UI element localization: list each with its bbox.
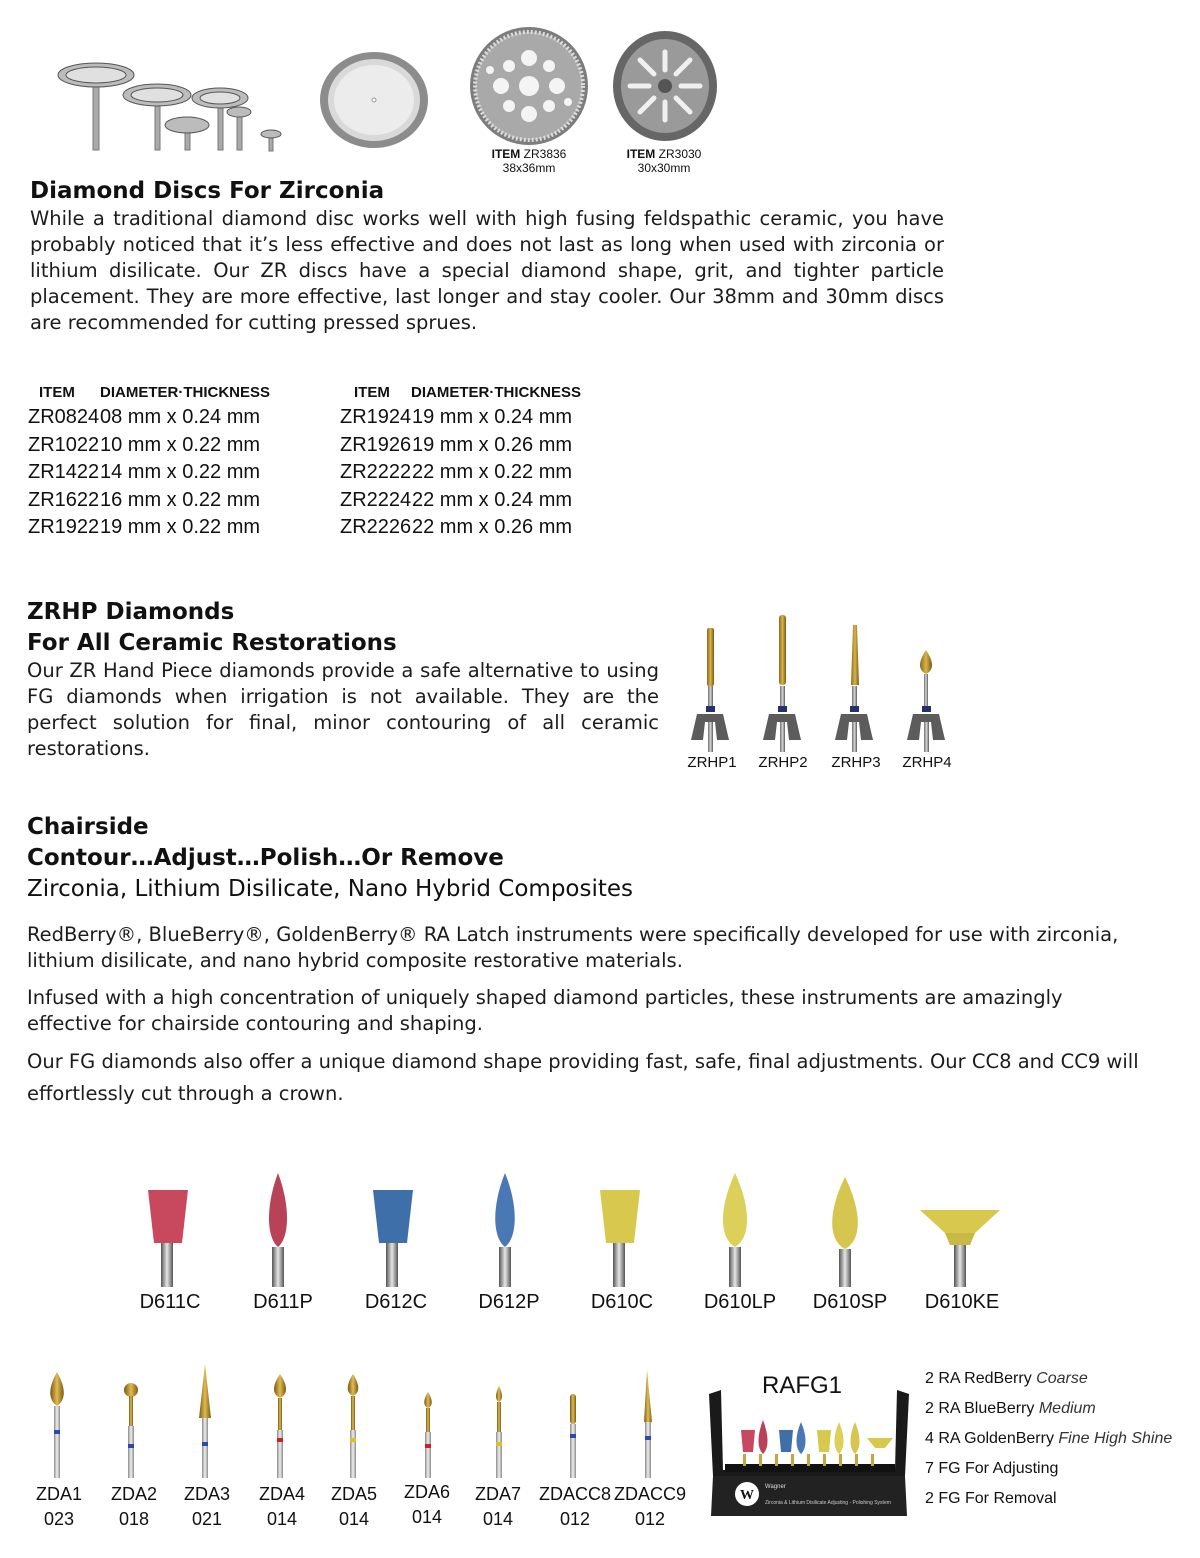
table-header xyxy=(28,384,288,406)
zrhp-label: ZRHP2 xyxy=(758,754,808,771)
table-row: ZR1022 10 mm x 0.22 mm xyxy=(28,433,261,456)
chairside-paragraph-2: Infused with a high concentration of uniquely shaped diamond particles, these instruments are amazingly effective for chairside contouring and shaping. xyxy=(27,986,1063,1035)
kit-contents-item: 2 RA BlueBerry Medium xyxy=(925,1400,1096,1417)
chairside-paragraph-1: RedBerry®, BlueBerry®, GoldenBerry® RA Latch instruments were specifically developed for use with zirconia, lithium disilicate, and nano hybrid composite restorative materials. xyxy=(27,923,1119,972)
table-header-item: ITEM xyxy=(354,384,390,401)
zrhp-paragraph: Our ZR Hand Piece diamonds provide a safe alternative to using FG diamonds when irrigation is not available. They are the perfect solution for final, minor contouring of all ceramic restorations. xyxy=(27,659,659,760)
fg-diamond-label: ZDA5 014 xyxy=(330,1484,377,1529)
fg-diamond-label: ZDA4 014 xyxy=(258,1484,305,1529)
polisher-label: D610KE xyxy=(924,1291,1000,1313)
caption-zr3030: ITEM ZR3030 30x30mm xyxy=(626,147,702,175)
kit-contents-item: 4 RA GoldenBerry Fine High Shine xyxy=(925,1430,1173,1447)
kit-contents xyxy=(925,1364,1185,1514)
polisher-label: D611C xyxy=(139,1291,201,1313)
fg-diamond-label: ZDA3 021 xyxy=(183,1484,230,1529)
fg-diamond-label: ZDA1 023 xyxy=(35,1484,82,1529)
polisher-label: D610LP xyxy=(703,1291,777,1313)
chairside-subtitle: Zirconia, Lithium Disilicate, Nano Hybrid Composites xyxy=(27,876,634,902)
kit-title: RAFG1 xyxy=(761,1372,842,1399)
polisher-label: D610SP xyxy=(812,1291,888,1313)
caption-zr3836: ITEM ZR3836 38x36mm xyxy=(491,147,567,175)
fg-diamond-label: ZDA6 014 xyxy=(403,1482,450,1527)
table-row: ZR1926 19 mm x 0.26 mm xyxy=(340,433,573,456)
zrhp-label: ZRHP1 xyxy=(687,754,737,771)
zrhp-title-line2: For All Ceramic Restorations xyxy=(27,630,397,656)
disc-table-right xyxy=(340,384,600,544)
table-header-dim: DIAMETER·THICKNESS xyxy=(411,384,582,401)
polisher-label: D611P xyxy=(253,1291,313,1313)
fg-diamond-label: ZDA7 014 xyxy=(474,1484,521,1529)
large-disc-image xyxy=(318,50,430,150)
table-row: ZR1924 19 mm x 0.24 mm xyxy=(340,406,573,428)
kit-box-tagline: Zirconia & Lithium Disilicate Adjusting - Polishing System xyxy=(765,1500,891,1506)
disc-table-left xyxy=(28,384,288,544)
svg-text:W: W xyxy=(740,1488,754,1503)
table-header xyxy=(340,384,600,406)
zrhp-title-line1: ZRHP Diamonds xyxy=(27,599,235,625)
disc-zr3836-image xyxy=(468,26,590,146)
kit-box-brand: Wagner xyxy=(765,1484,786,1490)
discs-paragraph: While a traditional diamond disc works well with high fusing feldspathic ceramic, you have probably noticed that it’s less effective and does not last as long when used with zirconia or lithium disilicate. Our ZR discs have a special diamond shape, grit, and tighter particle placement. They are more effective, last longer and stay cooler. Our 38mm and 30mm discs are recommended for cutting pressed sprues. xyxy=(30,207,944,334)
polishers-image xyxy=(130,1165,1010,1290)
fg-diamond-label: ZDACC9 012 xyxy=(613,1484,686,1529)
table-row: ZR2226 22 mm x 0.26 mm xyxy=(340,516,573,538)
fg-diamond-label: ZDACC8 012 xyxy=(538,1484,611,1529)
disc-zr3030-image xyxy=(612,30,718,142)
fg-diamonds-image xyxy=(30,1360,690,1480)
kit-box xyxy=(703,1380,915,1518)
polisher-label: D612P xyxy=(478,1291,540,1313)
table-header-item: ITEM xyxy=(39,384,75,401)
table-header-dim: DIAMETER·THICKNESS xyxy=(100,384,271,401)
polisher-label: D612C xyxy=(364,1291,428,1313)
chairside-title-line1: Chairside xyxy=(27,814,149,840)
fg-diamond-label: ZDA2 018 xyxy=(110,1484,157,1529)
table-row: ZR1622 16 mm x 0.22 mm xyxy=(28,488,261,511)
kit-contents-item: 2 RA RedBerry Coarse xyxy=(925,1370,1088,1387)
table-row: ZR1422 14 mm x 0.22 mm xyxy=(28,461,261,483)
table-row: ZR0824 08 mm x 0.24 mm xyxy=(28,406,261,428)
polisher-label: D610C xyxy=(590,1291,654,1313)
disc-set-image xyxy=(55,40,300,155)
table-row: ZR2222 22 mm x 0.22 mm xyxy=(340,461,573,483)
zrhp-burs-image xyxy=(685,610,960,755)
table-row: ZR2224 22 mm x 0.24 mm xyxy=(340,488,573,511)
table-row: ZR1922 19 mm x 0.22 mm xyxy=(28,516,261,538)
kit-contents-item: 7 FG For Adjusting xyxy=(925,1460,1059,1477)
zrhp-label: ZRHP3 xyxy=(831,754,881,771)
zrhp-label: ZRHP4 xyxy=(902,754,952,771)
kit-contents-item: 2 FG For Removal xyxy=(925,1490,1057,1507)
discs-title: Diamond Discs For Zirconia xyxy=(30,178,385,204)
chairside-paragraph-3: Our FG diamonds also offer a unique diamond shape providing fast, safe, final adjustments. Our CC8 and CC9 will effortlessly cut through a crown. xyxy=(27,1050,1139,1105)
chairside-title-line2: Contour…Adjust…Polish…Or Remove xyxy=(27,845,504,871)
